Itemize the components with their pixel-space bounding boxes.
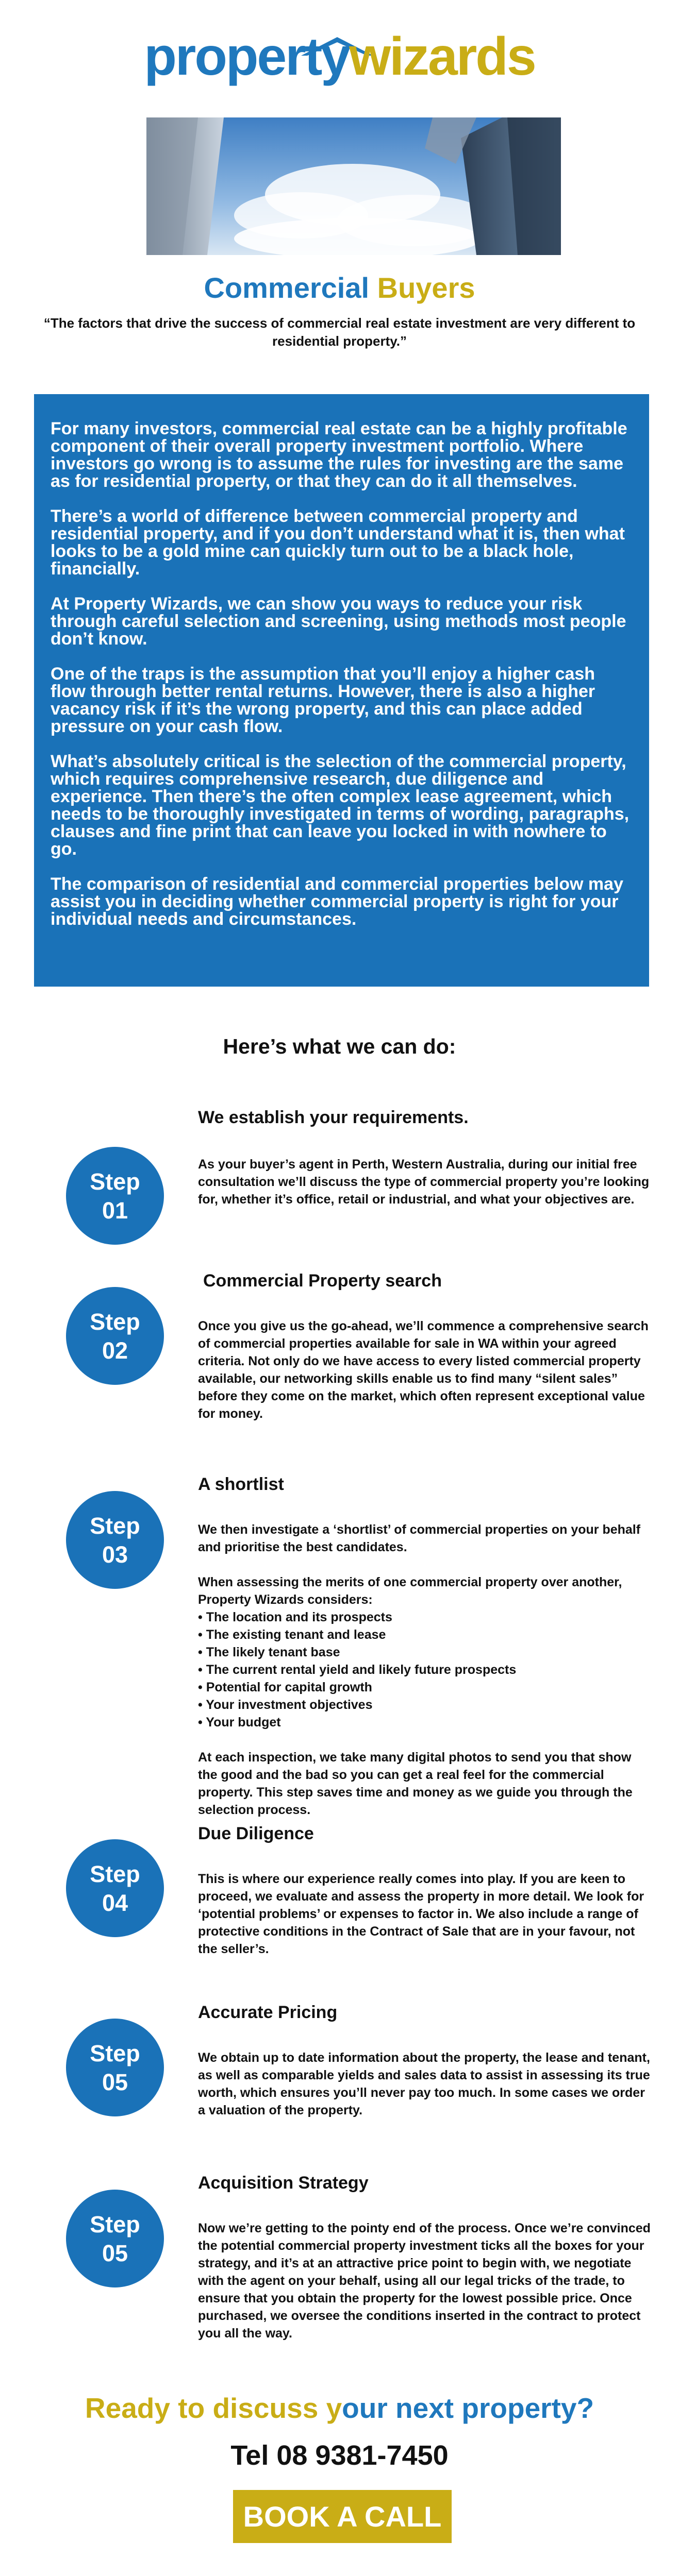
intro-paragraph: What’s absolutely critical is the selection of the commercial property, which requires comprehensive research, due diligence and experience. Then there’s the often complex lease agreement, which needs to be thoroughly investigated in terms of wording, paragraphs, clauses and fine print that can leave you locked in with nowhere to go. bbox=[51, 752, 630, 859]
list-item: • The existing tenant and lease bbox=[198, 1626, 652, 1643]
intro-paragraph: For many investors, commercial real estate can be a highly profitable component of their overall property investment portfolio. Where investors go wrong is to assume the rules for investing are the same as for residential property, or that they can do it all themselves. bbox=[51, 419, 627, 491]
step-badge-number: 03 bbox=[102, 1541, 128, 1568]
intro-box bbox=[34, 394, 649, 987]
intro-paragraph: One of the traps is the assumption that you’ll enjoy a higher cash flow through better rental returns. However, there is also a higher vacancy risk if it’s the wrong property, and this can place added pressure on your cash flow. bbox=[51, 664, 595, 736]
page-title-part2: Buyers bbox=[377, 272, 475, 304]
step-badge bbox=[66, 1287, 164, 1385]
page-title-part1: Commercial bbox=[204, 272, 377, 304]
list-item: • Potential for capital growth bbox=[198, 1679, 652, 1696]
step-badge-number: 05 bbox=[102, 2069, 128, 2095]
step-title: Commercial Property search bbox=[203, 1271, 442, 1291]
phone-number[interactable]: Tel 08 9381-7450 bbox=[230, 2440, 449, 2471]
list-item: • The location and its prospects bbox=[198, 1608, 652, 1626]
step-badge bbox=[66, 2019, 164, 2116]
book-a-call-button[interactable]: BOOK A CALL bbox=[233, 2490, 452, 2543]
step-badge bbox=[66, 1839, 164, 1937]
step-title: Accurate Pricing bbox=[198, 2003, 338, 2022]
list-item: • Your investment objectives bbox=[198, 1696, 652, 1714]
step-paragraph: As your buyer’s agent in Perth, Western Australia, during our initial free consultation we’ll discuss the type of commercial property you’re looking for, whether it’s office, retail or industrial, and what your objectives are. bbox=[198, 1157, 650, 1207]
step-badge-label: Step bbox=[90, 1309, 140, 1335]
intro-paragraph: The comparison of residential and commercial properties below may assist you in deciding whether commercial property is right for your individual needs and circumstances. bbox=[51, 874, 623, 929]
logo[interactable] bbox=[0, 27, 679, 87]
cta-heading bbox=[0, 2392, 679, 2425]
intro-quote: “The factors that drive the success of commercial real estate investment are very different to residential property.” bbox=[43, 315, 636, 349]
list-item: • The current rental yield and likely future prospects bbox=[198, 1661, 652, 1679]
step-title: We establish your requirements. bbox=[198, 1108, 469, 1127]
step-badge bbox=[66, 1491, 164, 1589]
step-body bbox=[198, 1521, 652, 1819]
step-badge-label: Step bbox=[90, 1168, 140, 1195]
cta-heading-part2: our next property? bbox=[342, 2392, 594, 2424]
step-badge-number: 05 bbox=[102, 2240, 128, 2266]
cta-heading-part1: Ready to discuss y bbox=[85, 2392, 342, 2424]
step-paragraph: Once you give us the go-ahead, we’ll commence a comprehensive search of commercial properties available for sale in WA within your agreed criteria. Not only do we have access to every listed commercial property available, our networking skills enable us to find many “silent sales” before they come on the market, which often represent exceptional value for money. bbox=[198, 1319, 649, 1421]
logo-text-wizards: wizards bbox=[349, 27, 535, 87]
list-item: • Your budget bbox=[198, 1714, 652, 1731]
step-body bbox=[198, 1317, 652, 1422]
step-body bbox=[198, 2049, 652, 2119]
step-title: Acquisition Strategy bbox=[198, 2173, 369, 2193]
step-badge-label: Step bbox=[90, 1513, 140, 1539]
step-badge bbox=[66, 2190, 164, 2287]
page-title bbox=[0, 272, 679, 304]
step-badge-label: Step bbox=[90, 1861, 140, 1887]
list-item: • The likely tenant base bbox=[198, 1643, 652, 1661]
step-badge-label: Step bbox=[90, 2040, 140, 2066]
intro-paragraph: There’s a world of difference between commercial property and residential property, and if you don’t understand what it is, then what looks to be a gold mine can quickly turn out to be a black hole, financially. bbox=[51, 506, 625, 579]
step-body bbox=[198, 1156, 652, 1208]
step-body bbox=[198, 2219, 652, 2342]
step-badge-number: 01 bbox=[102, 1197, 128, 1224]
intro-paragraph: At Property Wizards, we can show you ways to reduce your risk through careful selection and screening, using methods most people don’t know. bbox=[51, 594, 626, 649]
step-paragraph: When assessing the merits of one commercial property over another, Property Wizards considers: bbox=[198, 1575, 622, 1607]
step-badge-number: 04 bbox=[102, 1890, 128, 1916]
step-paragraph: This is where our experience really comes into play. If you are keen to proceed, we evaluate and assess the property in more detail. We look for ‘potential problems’ or expenses to factor in. We also include a range of protective conditions in the Contract of Sale that are in your favour, not the seller’s. bbox=[198, 1872, 644, 1956]
logo-text-property: property bbox=[144, 27, 350, 87]
step-body bbox=[198, 1870, 652, 1958]
section-heading: Here’s what we can do: bbox=[223, 1035, 456, 1058]
criteria-list bbox=[198, 1608, 652, 1731]
step-paragraph: We then investigate a ‘shortlist’ of commercial properties on your behalf and prioritise the best candidates. bbox=[198, 1522, 641, 1554]
step-title: Due Diligence bbox=[198, 1824, 314, 1843]
step-badge-label: Step bbox=[90, 2211, 140, 2238]
step-paragraph: We obtain up to date information about the property, the lease and tenant, as well as comparable yields and sales data to assist in assessing its true worth, which ensures you’ll never pay too much. In some cases we order a valuation of the property. bbox=[198, 2050, 650, 2117]
step-badge-number: 02 bbox=[102, 1337, 128, 1364]
step-paragraph: At each inspection, we take many digital photos to send you that show the good and the bad so you can get a real feel for the commercial property. This step saves time and money as we guide you through the selection process. bbox=[198, 1750, 633, 1817]
hero-image-skyscrapers bbox=[146, 117, 561, 255]
step-paragraph: Now we’re getting to the pointy end of the process. Once we’re convinced the potential commercial property investment ticks all the boxes for your strategy, and it’s at an attractive price point to begin with, we negotiate with the agent on your behalf, using all our legal tricks of the trade, to ensure that you obtain the property for the lowest possible price. Once purchased, we oversee the conditions inserted in the contract to protect you all the way. bbox=[198, 2221, 651, 2341]
step-title: A shortlist bbox=[198, 1475, 284, 1494]
step-badge bbox=[66, 1147, 164, 1245]
